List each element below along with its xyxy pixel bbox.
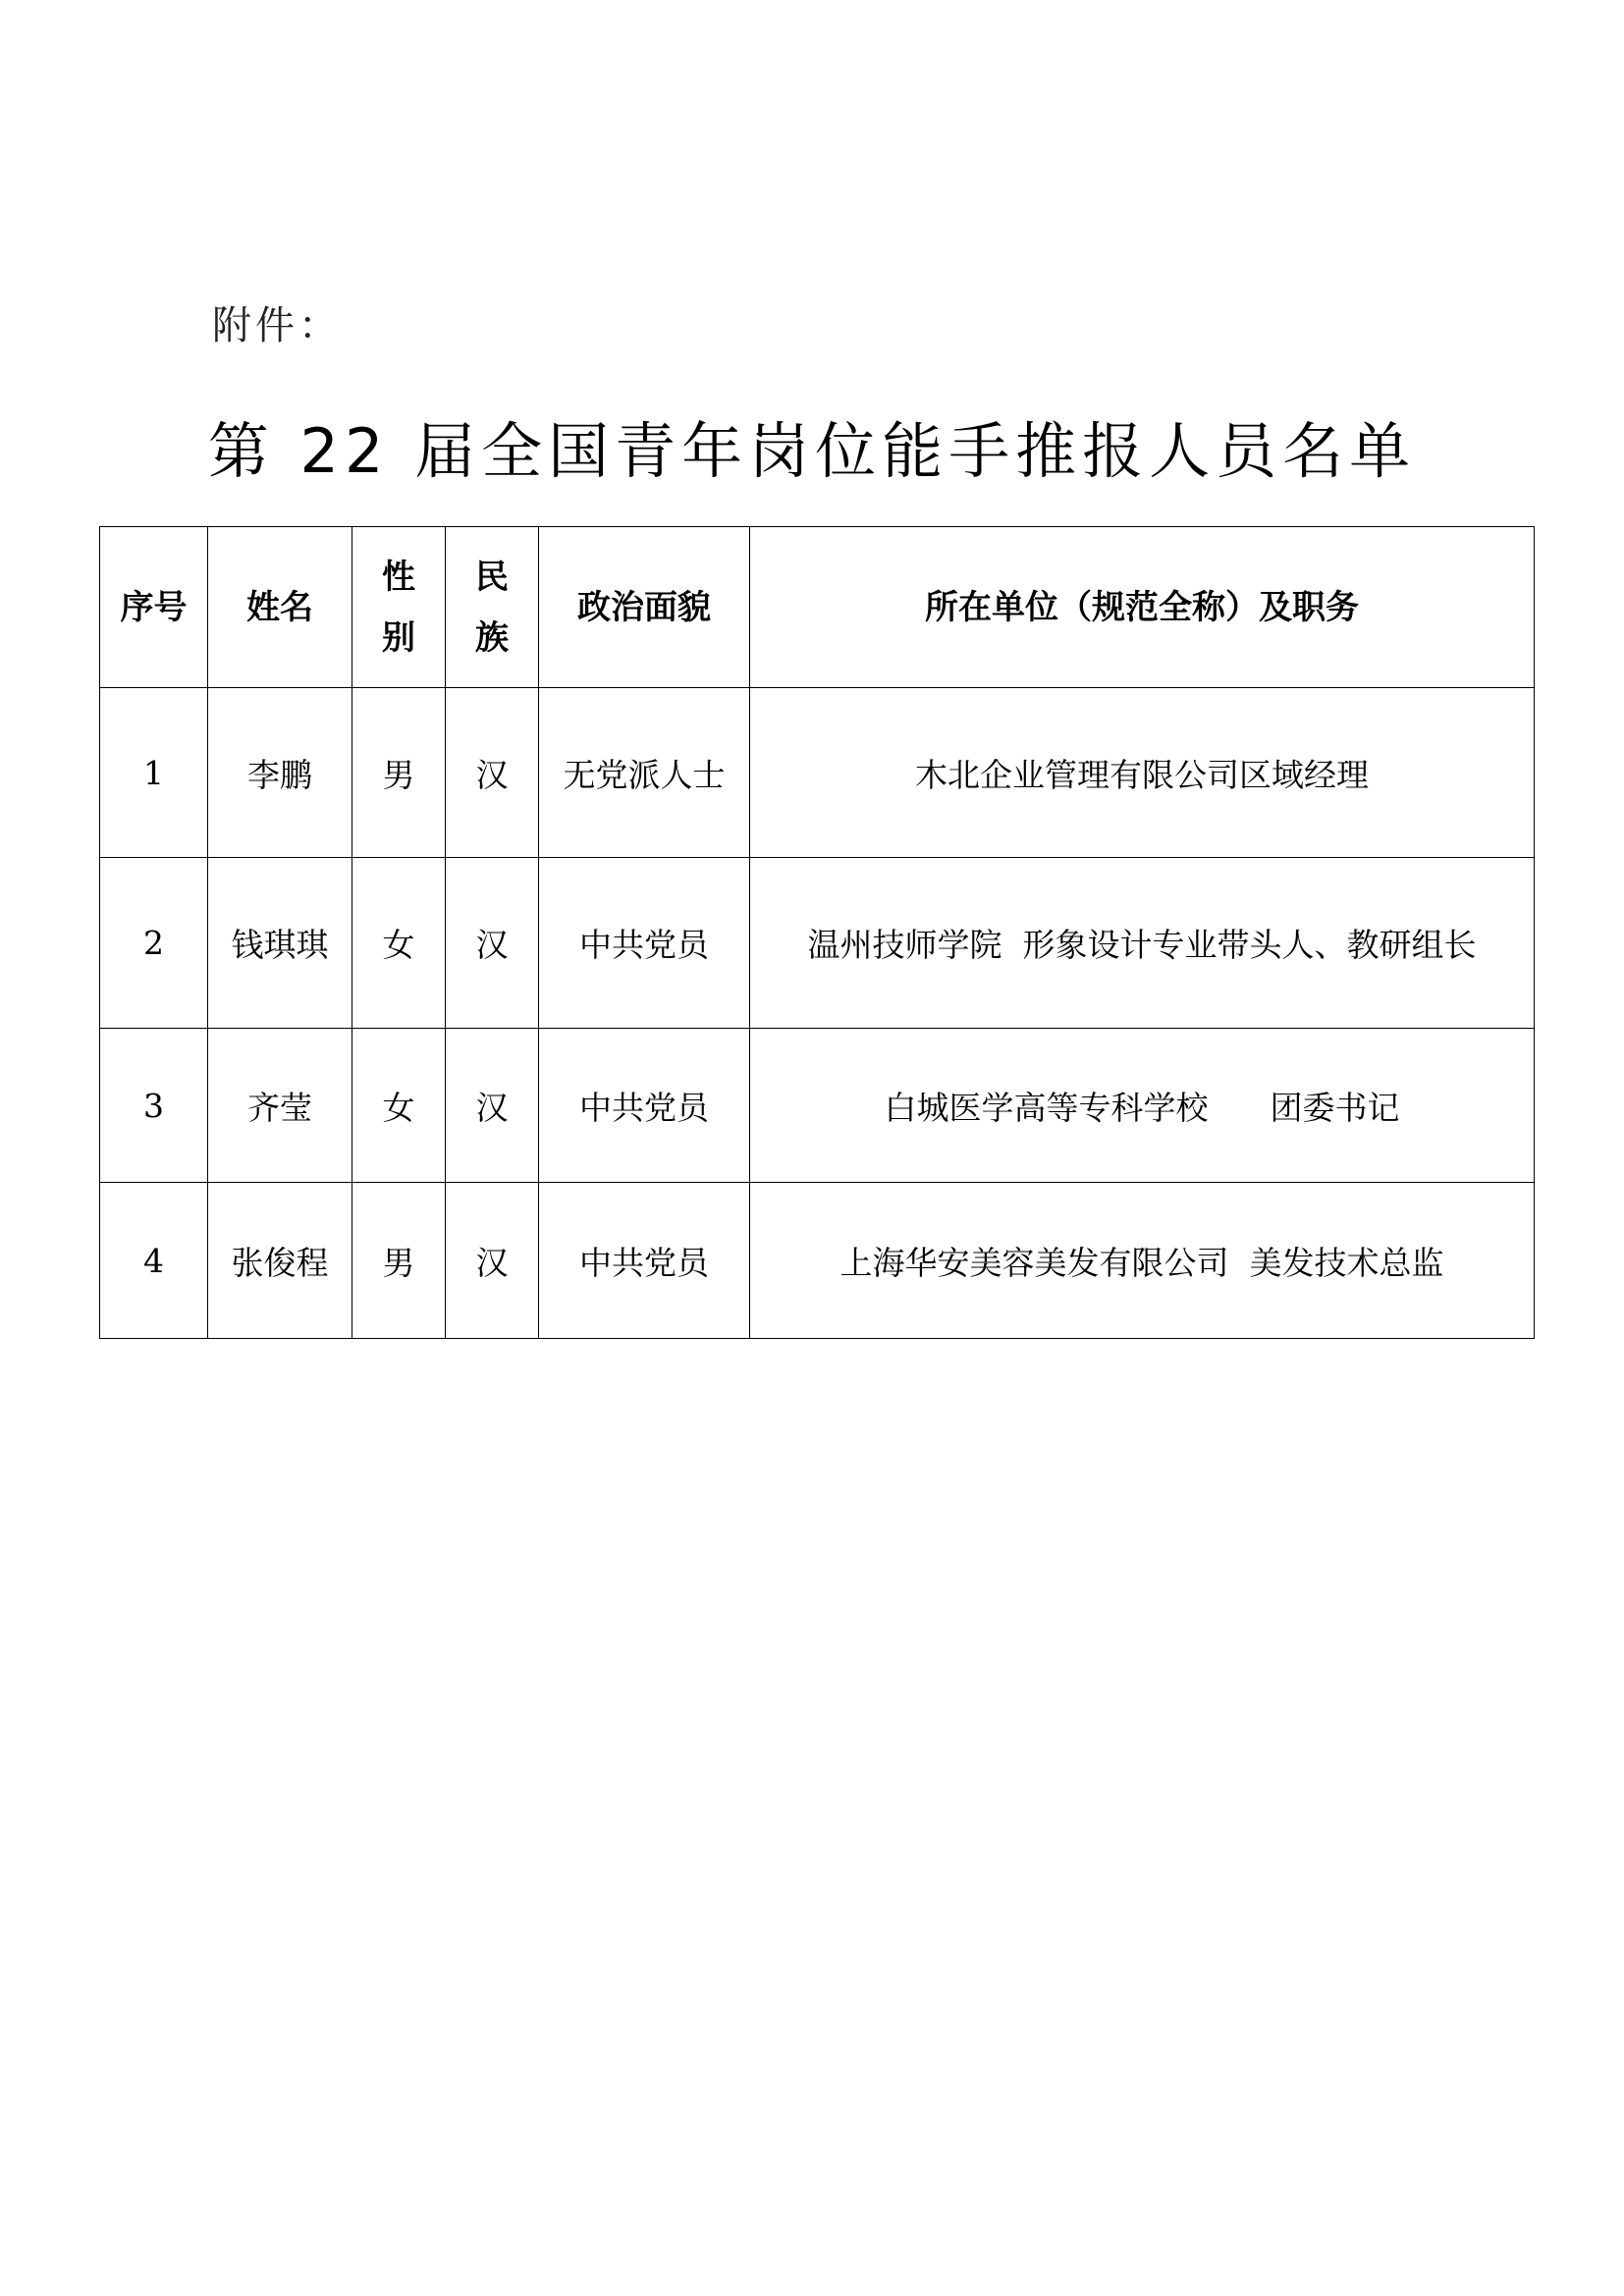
header-gender <box>352 527 446 688</box>
header-ethnicity-line2: 族 <box>475 617 509 658</box>
cell-index: 1 <box>100 688 208 858</box>
cell-political-status: 中共党员 <box>539 858 750 1029</box>
cell-political-status: 中共党员 <box>539 1183 750 1339</box>
cell-unit-position: 木北企业管理有限公司区域经理 <box>750 688 1535 858</box>
nominee-table <box>99 526 1535 1339</box>
cell-unit-position: 温州技师学院 形象设计专业带头人、教研组长 <box>750 858 1535 1029</box>
cell-political-status: 中共党员 <box>539 1029 750 1183</box>
header-ethnicity-line1: 民 <box>475 557 509 597</box>
cell-gender: 男 <box>352 1183 446 1339</box>
cell-gender: 女 <box>352 858 446 1029</box>
cell-political-status: 无党派人士 <box>539 688 750 858</box>
attachment-label: 附件： <box>212 303 342 348</box>
header-ethnicity <box>446 527 539 688</box>
cell-gender: 男 <box>352 688 446 858</box>
cell-name: 齐莹 <box>208 1029 352 1183</box>
table-header-row <box>100 527 1535 688</box>
header-gender-line2: 别 <box>382 617 415 658</box>
header-political-status: 政治面貌 <box>539 527 750 688</box>
table-row <box>100 1183 1535 1339</box>
table-row <box>100 688 1535 858</box>
cell-index: 2 <box>100 858 208 1029</box>
cell-ethnicity: 汉 <box>446 858 539 1029</box>
cell-unit-position: 白城医学高等专科学校 团委书记 <box>750 1029 1535 1183</box>
cell-gender: 女 <box>352 1029 446 1183</box>
cell-index: 3 <box>100 1029 208 1183</box>
cell-index: 4 <box>100 1183 208 1339</box>
cell-name: 李鹏 <box>208 688 352 858</box>
document-title: 第 22 届全国青年岗位能手推报人员名单 <box>207 415 1417 487</box>
table-row <box>100 1029 1535 1183</box>
cell-ethnicity: 汉 <box>446 688 539 858</box>
table-row <box>100 858 1535 1029</box>
header-index: 序号 <box>100 527 208 688</box>
header-unit-position: 所在单位（规范全称）及职务 <box>750 527 1535 688</box>
header-name: 姓名 <box>208 527 352 688</box>
cell-ethnicity: 汉 <box>446 1183 539 1339</box>
cell-ethnicity: 汉 <box>446 1029 539 1183</box>
header-gender-line1: 性 <box>382 557 415 597</box>
cell-name: 张俊程 <box>208 1183 352 1339</box>
cell-unit-position: 上海华安美容美发有限公司 美发技术总监 <box>750 1183 1535 1339</box>
cell-name: 钱琪琪 <box>208 858 352 1029</box>
